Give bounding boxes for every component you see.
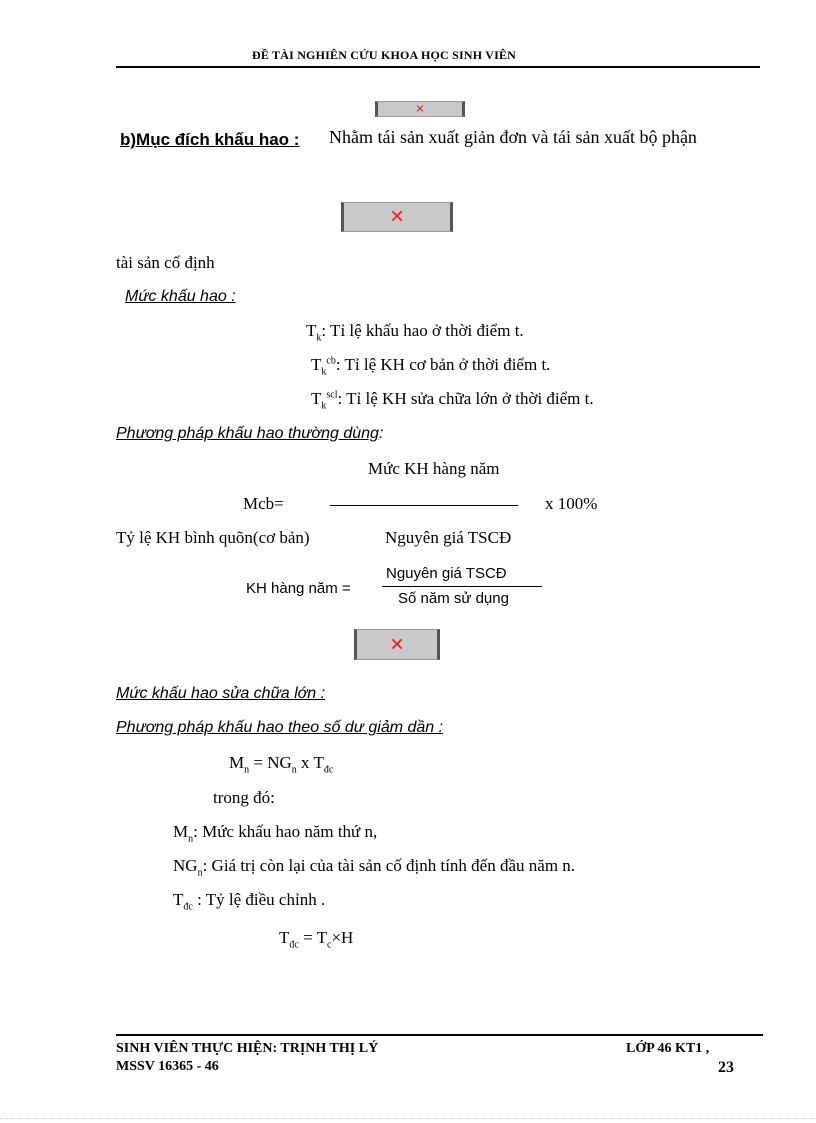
mn-def-symbol: M xyxy=(173,822,189,841)
phuong-phap-label-text: Phương pháp khấu hao thường dùng xyxy=(116,425,379,442)
tdc-sub: đc xyxy=(323,764,334,776)
tk-description: : Tỉ lệ khấu hao ở thời điểm t. xyxy=(321,321,524,340)
ngn-description: : Giá trị còn lại của tài sản cố định tính đến đầu năm n. xyxy=(202,856,576,875)
mcb-lhs: Mcb= xyxy=(243,494,284,513)
tdc-definition xyxy=(173,890,325,912)
broken-image-icon: ✕ xyxy=(389,206,405,228)
tdc-formula-symbol: T xyxy=(279,928,290,947)
tkscl-definition xyxy=(311,389,594,411)
phuong-phap-label-colon: : xyxy=(378,425,384,442)
tdc-formula-sub: đc xyxy=(289,939,299,951)
tkcb-sup: cb xyxy=(326,355,336,367)
times-h: ×H xyxy=(331,928,354,947)
mn-def-sub: n xyxy=(188,833,194,845)
tkscl-symbol: T xyxy=(311,389,322,408)
so-du-giam-dan-label: Phương pháp khấu hao theo số dư giảm dần : xyxy=(116,719,444,736)
mcb-multiplier: x 100% xyxy=(545,494,598,513)
page-number: 23 xyxy=(718,1059,734,1076)
footer-class: LỚP 46 KT1 , xyxy=(626,1041,710,1056)
section-b-text-line1: Nhằm tái sản xuất giản đơn và tái sản xuất bộ phận xyxy=(329,127,697,147)
tkcb-symbol: T xyxy=(311,355,322,374)
tk-definition xyxy=(306,321,524,343)
footer-student: SINH VIÊN THỰC HIỆN: TRỊNH THỊ LÝ xyxy=(116,1041,379,1056)
ng-sub: n xyxy=(291,764,297,776)
section-b-heading: b)Mục đích khấu hao : xyxy=(120,130,300,149)
tc-sub: c xyxy=(327,939,332,951)
kh-denominator: Số năm sử dụng xyxy=(398,590,509,607)
muc-khau-hao-label: Mức khấu hao : xyxy=(125,288,236,305)
mn-sub: n xyxy=(244,764,250,776)
mcb-fraction-line xyxy=(330,505,518,506)
trong-do: trong đó: xyxy=(213,788,275,807)
mcb-numerator: Mức KH hàng năm xyxy=(368,459,500,478)
tk-sub: k xyxy=(316,332,322,344)
tkcb-definition xyxy=(311,355,550,377)
kh-numerator: Nguyên giá TSCĐ xyxy=(386,565,507,582)
document-header-title: ĐỀ TÀI NGHIÊN CỨU KHOA HỌC SINH VIÊN xyxy=(252,48,517,62)
mcb-denominator: Nguyên giá TSCĐ xyxy=(385,528,512,547)
header-rule xyxy=(116,66,760,68)
tkcb-sub: k xyxy=(321,366,327,378)
t-symbol: x T xyxy=(296,753,324,772)
mn-definition xyxy=(173,822,377,844)
tkcb-description: : Tỉ lệ KH cơ bản ở thời điểm t. xyxy=(335,355,551,374)
tkscl-description: : Tỉ lệ KH sửa chữa lớn ở thời điểm t. xyxy=(337,389,594,408)
broken-image xyxy=(341,202,453,232)
mn-description: : Mức khấu hao năm thứ n, xyxy=(193,822,378,841)
page-bottom-divider xyxy=(0,1118,816,1119)
sua-chua-lon-label: Mức khấu hao sửa chữa lớn : xyxy=(116,685,326,702)
ngn-symbol: NG xyxy=(173,856,198,875)
mn-symbol: M xyxy=(229,753,245,772)
broken-image xyxy=(375,101,465,117)
ngn-sub: n xyxy=(197,867,203,879)
broken-image-icon: ✕ xyxy=(415,102,425,116)
ng-symbol: = NG xyxy=(249,753,292,772)
section-b-text-line2: tài sản cố định xyxy=(116,253,215,272)
mn-formula xyxy=(229,753,333,775)
broken-image xyxy=(354,629,440,660)
tk-symbol: T xyxy=(306,321,317,340)
tdc-description: : Tỷ lệ điều chỉnh . xyxy=(192,890,326,909)
tkscl-sub: k xyxy=(321,400,327,412)
tkscl-sup: scl xyxy=(326,389,338,401)
kh-fraction-line xyxy=(382,586,542,587)
tc-symbol: = T xyxy=(298,928,328,947)
tdc-def-sub: đc xyxy=(183,901,193,913)
phuong-phap-label xyxy=(116,425,383,443)
footer-mssv: MSSV 16365 - 46 xyxy=(116,1059,219,1074)
ngn-definition xyxy=(173,856,575,878)
tdc-def-symbol: T xyxy=(173,890,184,909)
tdc-formula xyxy=(279,928,353,950)
broken-image-icon: ✕ xyxy=(389,634,405,655)
kh-lhs: KH hàng năm = xyxy=(246,580,351,597)
ty-le-label: Tỷ lệ KH bình quõn(cơ bản) xyxy=(116,528,310,547)
footer-rule xyxy=(116,1034,763,1036)
